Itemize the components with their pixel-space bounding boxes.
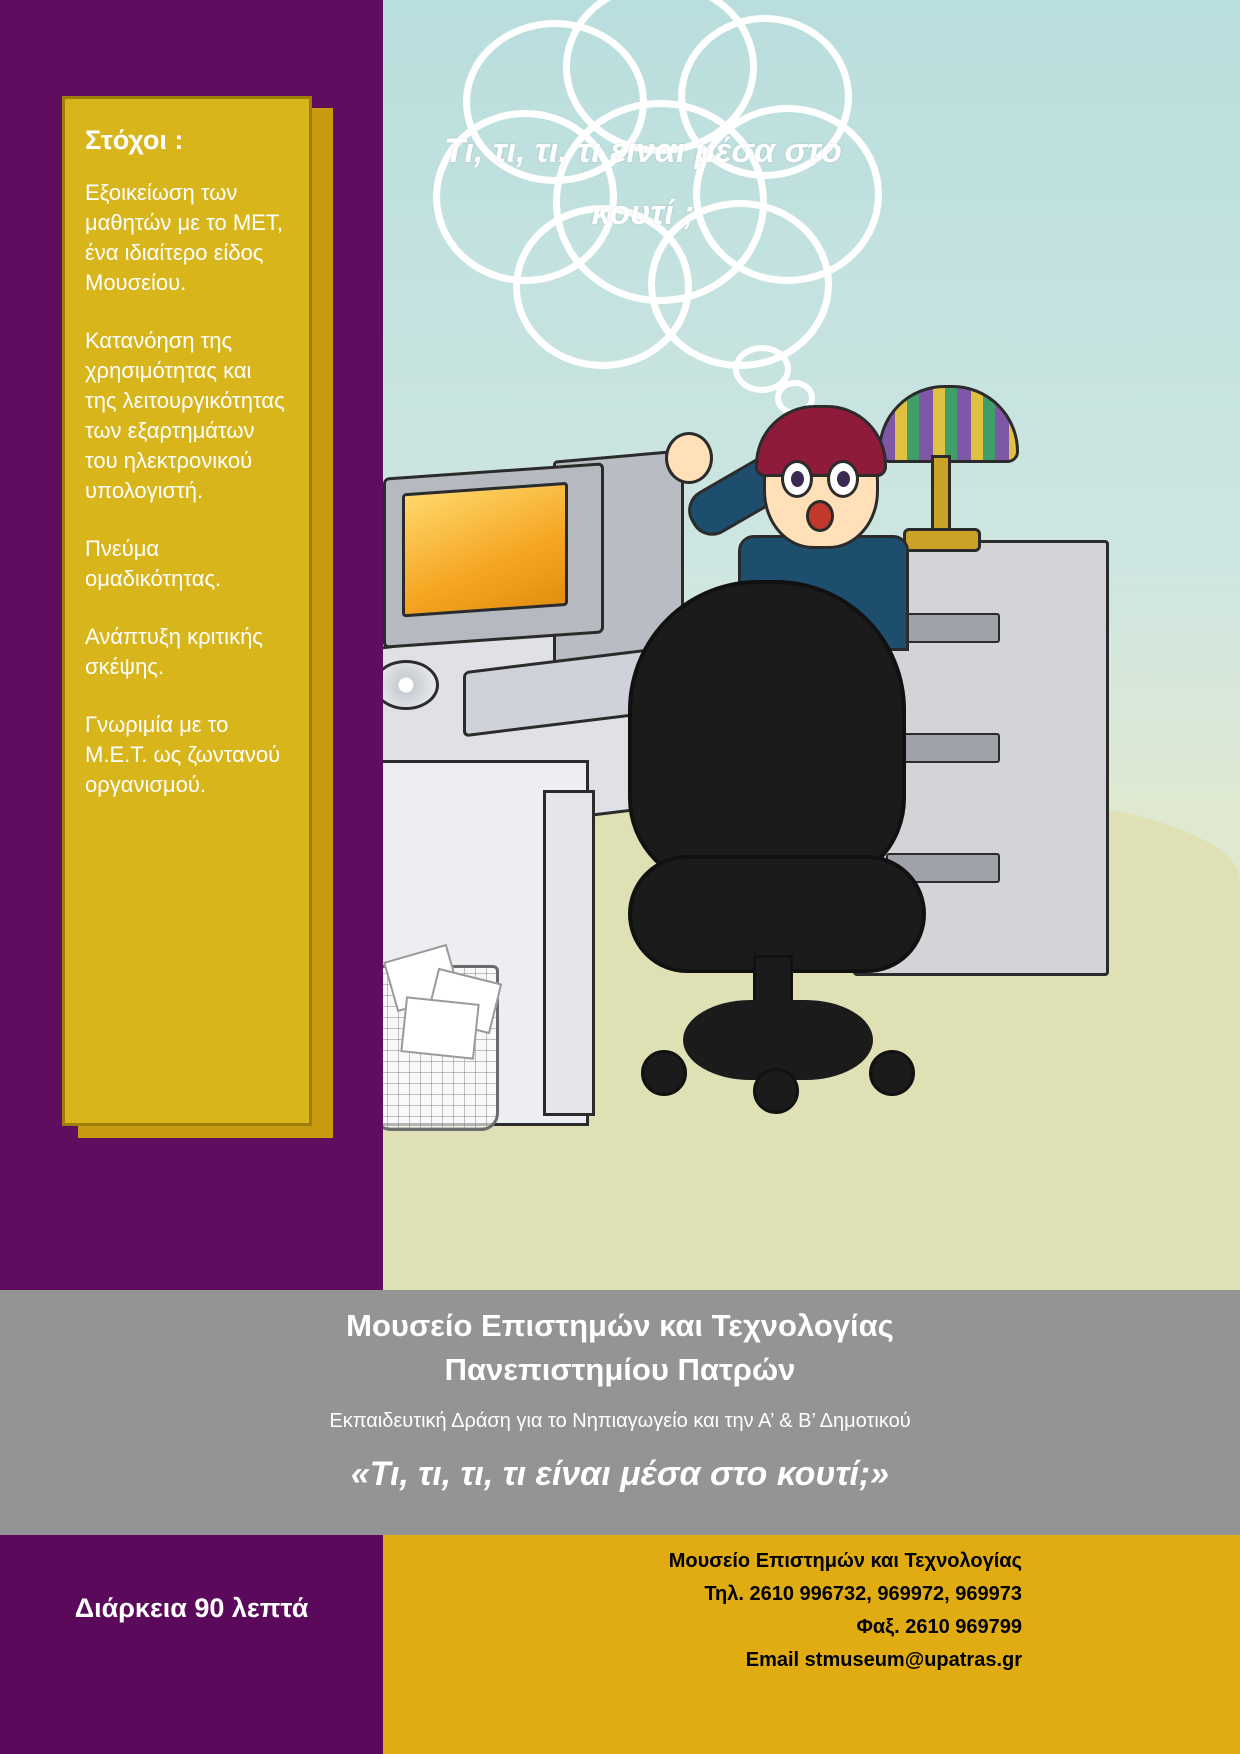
boy-hand [665,432,713,484]
boy-left-eye [781,460,813,498]
monitor-screen [402,482,568,618]
lamp-base [903,528,981,552]
footer-purple-block [0,1535,383,1754]
contact-line: Μουσείο Επιστημών και Τεχνολογίας [668,1550,1022,1572]
goals-item: Εξοικείωση των μαθητών με το ΜΕΤ, ένα ιδιαίτερο είδος Μουσείου. [85,180,283,295]
boy-right-eye [827,460,859,498]
contact-line: Φαξ. 2610 969799 [856,1616,1022,1638]
lamp-shade [878,385,1019,463]
museum-name-line2: Πανεπιστημίου Πατρών [444,1352,796,1387]
activity-headline: «Τι, τι, τι, τι είναι μέσα στο κουτί;» [350,1455,890,1493]
thought-bubble [403,0,883,410]
boy-hair [755,405,887,477]
duration-label: Διάρκεια 90 λεπτά [74,1593,309,1623]
chair-wheel [869,1050,915,1096]
chair-backrest [628,580,906,888]
goals-title: Στόχοι : [85,125,184,155]
illustration-panel [383,0,1240,1290]
crumpled-paper [400,996,479,1059]
thought-bubble-text: Τι, τι, τι, τι είναι μέσα στο κουτί ; [444,132,842,232]
goals-item: Ανάπτυξη κριτικής σκέψης. [85,624,263,679]
desk-leg [543,790,595,1116]
chair-wheel [641,1050,687,1096]
contact-block [602,1545,1022,1677]
contact-line: Τηλ. 2610 996732, 969972, 969973 [704,1583,1022,1605]
activity-subtitle: Εκπαιδευτική Δράση για το Νηπιαγωγείο και την Α’ & Β’ Δημοτικού [329,1410,911,1432]
goals-item: Γνωριμία με το Μ.Ε.Τ. ως ζωντανού οργανισμού. [85,712,281,797]
computer-monitor [383,462,604,648]
chair-wheel [753,1068,799,1114]
goals-item: Κατανόηση της χρησιμότητας και της λειτουργικότητας των εξαρτημάτων του ηλεκτρονικού υπολογιστή. [85,328,285,503]
goals-item: Πνεύμα ομαδικότητας. [85,536,222,591]
contact-line: Email stmuseum@upatras.gr [745,1649,1022,1671]
boy-mouth [806,500,834,532]
footer-band [0,1535,1240,1754]
museum-name-line1: Μουσείο Επιστημών και Τεχνολογίας [346,1308,894,1343]
info-band [0,1290,1240,1535]
goals-box [62,96,312,1126]
